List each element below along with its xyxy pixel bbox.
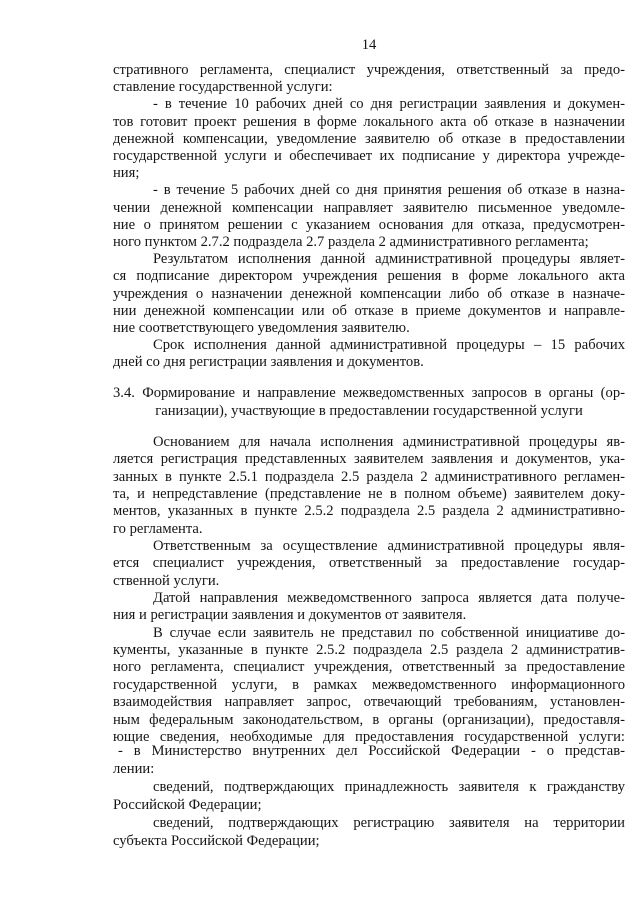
text-line: ным федеральным законодательством, в органы (организации), предоставля- <box>113 712 625 728</box>
text-line: Датой направления межведомственного запроса является дата получе- <box>153 590 625 606</box>
page-number: 14 <box>361 37 377 53</box>
text-line: занных в пункте 2.5.1 подраздела 2.5 раздела 2 административного регламен- <box>113 469 625 485</box>
heading-line: 3.4. Формирование и направление межведомственных запросов в органы (ор- <box>113 385 625 401</box>
text-line: ственной услуги. <box>113 573 220 589</box>
text-line: ставление государственной услуги: <box>113 79 333 95</box>
text-line: Ответственным за осуществление административной процедуры явля- <box>153 538 625 554</box>
text-line: чении денежной компенсации направляет заявителю письменное уведомле- <box>113 200 625 216</box>
text-line: ние о принятом решении с указанием основания для отказа, предусмотрен- <box>113 217 625 233</box>
text-line: В случае если заявитель не представил по собственной инициативе до- <box>153 625 625 641</box>
text-line: нии денежной компенсации или об отказе в приеме документов и направле- <box>113 303 625 319</box>
text-line: ся подписание директором учреждения решения в форме локального акта <box>113 268 625 284</box>
text-line: ющие сведения, необходимые для предоставления государственной услуги: <box>113 729 625 745</box>
text-line: го регламента. <box>113 521 203 537</box>
text-line: Результатом исполнения данной административной процедуры являет- <box>153 251 625 267</box>
text-line: та, и непредставление (представление не в полном объеме) заявителем доку- <box>113 486 625 502</box>
text-line: ния; <box>113 165 140 181</box>
text-line: учреждения о назначении денежной компенсации либо об отказе в назначе- <box>113 286 625 302</box>
text-line: ного пунктом 2.7.2 подраздела 2.7 раздела 2 административного регламента; <box>113 234 589 250</box>
text-line: кументы, указанные в пункте 2.5.2 подраздела 2.5 раздела 2 административ- <box>113 642 625 658</box>
text-line: Срок исполнения данной административной процедуры – 15 рабочих <box>153 337 625 353</box>
text-line: лении: <box>113 761 155 777</box>
text-line: субъекта Российской Федерации; <box>113 833 320 849</box>
text-line: - в течение 5 рабочих дней со дня принятия решения об отказе в назна- <box>153 182 625 198</box>
text-line: тов готовит проект решения в форме локального акта об отказе в назначении <box>113 114 625 130</box>
text-line: Основанием для начала исполнения административной процедуры яв- <box>153 434 625 450</box>
text-line: ния и регистрации заявления и документов от заявителя. <box>113 607 467 623</box>
text-line: денежной компенсации, уведомление заявителю об отказе в предоставлении <box>113 131 625 147</box>
text-line: государственной услуги и обеспечивает их подписание у директора учрежде- <box>113 148 625 164</box>
text-line: Российской Федерации; <box>113 797 262 813</box>
text-line: - в Министерство внутренних дел Российской Федерации - о представ- <box>118 743 625 759</box>
text-line: ляется регистрация представленных заявителем заявления и документов, ука- <box>113 451 625 467</box>
text-line: государственной услуги, в рамках межведомственного информационного <box>113 677 625 693</box>
text-line: взаимодействия направляет запрос, отвечающий требованиям, установлен- <box>113 694 625 710</box>
text-line: ного регламента, специалист учреждения, ответственный за предоставление <box>113 659 625 675</box>
text-line: ментов, указанных в пункте 2.5.2 подраздела 2.5 раздела 2 административно- <box>113 503 625 519</box>
text-line: сведений, подтверждающих принадлежность заявителя к гражданству <box>153 779 625 795</box>
text-line: дней со дня регистрации заявления и документов. <box>113 354 424 370</box>
text-line: сведений, подтверждающих регистрацию заявителя на территории <box>153 815 625 831</box>
text-line: - в течение 10 рабочих дней со дня регистрации заявления и докумен- <box>153 96 625 112</box>
text-line: ние соответствующего уведомления заявителю. <box>113 320 410 336</box>
text-line: стративного регламента, специалист учреждения, ответственный за предо- <box>113 62 625 78</box>
text-line: ется специалист учреждения, ответственный за предоставление государ- <box>113 555 625 571</box>
heading-line: ганизации), участвующие в предоставлении государственной услуги <box>155 403 583 419</box>
